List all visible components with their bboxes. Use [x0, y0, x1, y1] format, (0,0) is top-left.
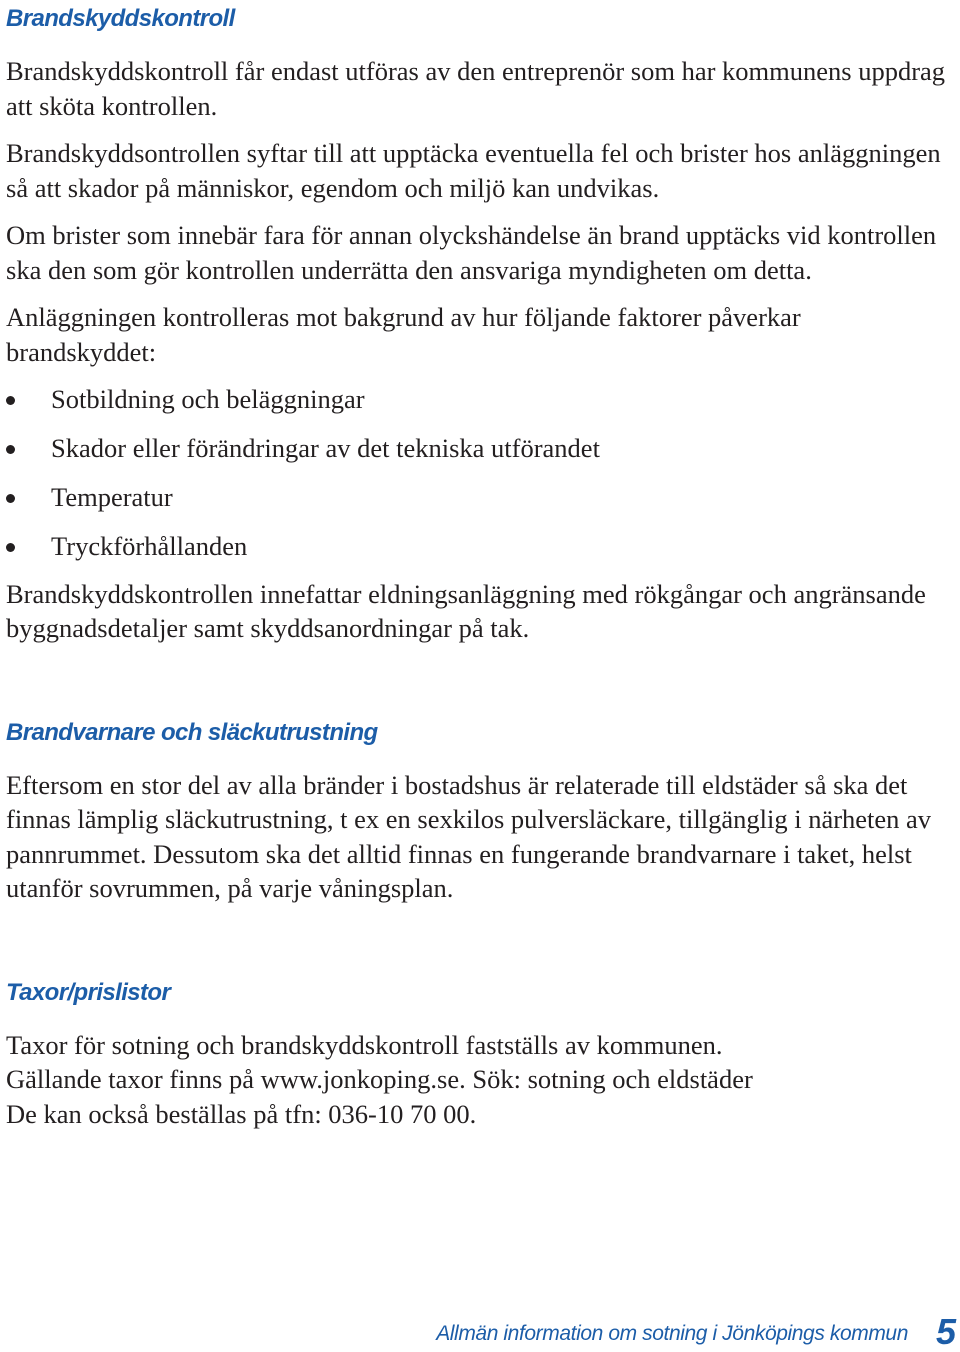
paragraph-taxor: [6, 1028, 946, 1132]
page-number: 5: [935, 1311, 956, 1352]
section-heading-taxor: Taxor/prislistor: [6, 978, 171, 1006]
paragraph-faktorer-intro: Anläggningen kontrolleras mot bakgrund av hur följande faktorer påverkar brandskyddet:: [6, 302, 801, 367]
list-item: [6, 431, 946, 466]
taxor-line-1: Taxor för sotning och brandskyddskontroll fastställs av kommunen.: [6, 1029, 723, 1060]
paragraph-omfattning: Brandskyddskontrollen innefattar eldningsanläggning med rökgångar och angränsande byggnadsdetaljer samt skyddsanordningar på tak.: [6, 578, 926, 643]
document-page: [6, 0, 946, 1131]
paragraph-syfte: Brandskyddsontrollen syftar till att upptäcka eventuella fel och brister hos anläggningen så att skador på människor, egendom och miljö kan undvikas.: [6, 138, 941, 203]
section-heading-brandskyddskontroll: Brandskyddskontroll: [6, 5, 235, 32]
list-item: [6, 382, 946, 417]
section-heading-brandvarnare: Brandvarnare och släckutrustning: [6, 718, 378, 746]
list-item-text: Temperatur: [51, 482, 173, 512]
list-item-text: Tryckförhållanden: [51, 531, 248, 561]
faktorer-list: [6, 382, 946, 564]
taxor-line-2: Gällande taxor finns på www.jonkoping.se. Sök: sotning och eldstäder: [6, 1064, 753, 1094]
list-item-text: Sotbildning och beläggningar: [51, 384, 365, 414]
list-item: [6, 480, 946, 515]
bullet-icon: [6, 445, 15, 454]
paragraph-entreprenor: Brandskyddskontroll får endast utföras av den entreprenör som har kommunens uppdrag att sköta kontrollen.: [6, 56, 946, 121]
bullet-icon: [6, 494, 15, 503]
page-footer: [0, 1312, 960, 1352]
footer-text: Allmän information om sotning i Jönköpings kommun: [436, 1322, 908, 1345]
list-item-text: Skador eller förändringar av det tekniska utförandet: [51, 433, 600, 463]
paragraph-brister: Om brister som innebär fara för annan olyckshändelse än brand upptäcks vid kontrollen ska den som gör kontrollen underrätta den ansvariga myndigheten om detta.: [6, 220, 937, 285]
bullet-icon: [6, 543, 15, 552]
taxor-line-3: De kan också beställas på tfn: 036-10 70 00.: [6, 1098, 477, 1129]
list-item: [6, 529, 946, 564]
bullet-icon: [6, 396, 15, 405]
paragraph-slackutrustning: Eftersom en stor del av alla bränder i bostadshus är relaterade till eldstäder så ska det finnas lämplig släckutrustning, t ex en sexkilos pulversläckare, tillgänglig i närheten av pannrummet. Dessutom ska det alltid finnas en fungerande brandvarnare i taket, helst utanför sovrummen, på varje våningsplan.: [6, 769, 932, 903]
